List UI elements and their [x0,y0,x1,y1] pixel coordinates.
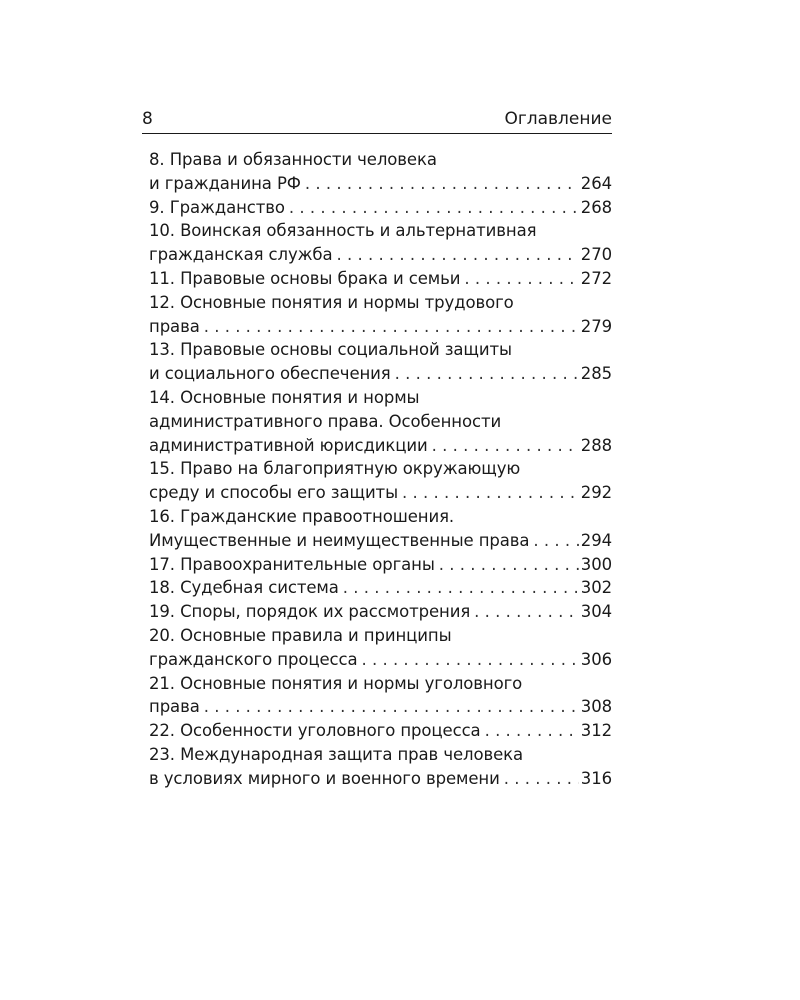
toc-entry [149,505,612,553]
toc-page-number: 302 [580,578,612,598]
toc-entry-last-line [149,529,612,553]
toc-entry-title: Имущественные и неимущественные права [149,530,530,550]
toc-entry-last-line [149,315,612,339]
toc-entry-last-line [149,553,612,577]
dot-leader [533,529,578,553]
toc-entry [149,743,612,791]
toc-entry-last-line [149,600,612,624]
toc-entry-title: права [149,316,200,336]
toc-entry-title: среду и способы его защиты [149,483,399,503]
toc-entry-title: 11. Правовые основы брака и семьи [149,268,461,288]
toc-entry-title-line: административного права. Особенности [149,411,502,431]
dot-leader [395,362,579,386]
toc-entry-last-line [149,172,612,196]
dot-leader [204,695,579,719]
toc-page-number: 312 [580,721,612,741]
dot-leader [504,767,579,791]
toc-entry-title: в условиях мирного и военного времени [149,768,500,788]
toc-page-number: 294 [580,530,612,550]
toc-entry-last-line [149,648,612,672]
toc-entry-title: гражданского процесса [149,649,358,669]
toc-page-number: 308 [580,697,612,717]
dot-leader [439,553,579,577]
toc-entry-title: 22. Особенности уголовного процесса [149,721,481,741]
toc-entry-title: 9. Гражданство [149,197,285,217]
toc-entry-title-line: 21. Основные понятия и нормы уголовного [149,673,523,693]
toc-entry-title: права [149,697,200,717]
toc-entry-title-line: 16. Гражданские правоотношения. [149,506,455,526]
toc-entry [149,672,612,720]
dot-leader [432,434,579,458]
book-page [142,108,612,791]
toc-entry [149,576,612,600]
toc-entry-title: и гражданина РФ [149,173,301,193]
dot-leader [402,481,579,505]
dot-leader [485,719,579,743]
dot-leader [464,267,578,291]
toc-page-number: 264 [580,173,612,193]
dot-leader [289,196,579,220]
toc-entry [149,457,612,505]
table-of-contents [142,148,612,791]
running-header [142,108,612,134]
toc-entry-last-line [149,243,612,267]
toc-page-number: 285 [580,364,612,384]
toc-entry [149,386,612,457]
toc-entry-last-line [149,481,612,505]
toc-entry-title: и социального обеспечения [149,364,391,384]
toc-entry-title-line: 8. Права и обязанности человека [149,150,437,169]
toc-entry-last-line [149,196,612,220]
toc-entry-title-line: 23. Международная защита прав человека [149,744,524,764]
toc-entry [149,624,612,672]
toc-entry-title-line: 14. Основные понятия и нормы [149,387,420,407]
toc-page-number: 300 [580,554,612,574]
dot-leader [204,315,579,339]
toc-entry-title-line: 10. Воинская обязанность и альтернативная [149,221,537,241]
dot-leader [361,648,578,672]
toc-entry-last-line [149,695,612,719]
toc-entry-title: 18. Судебная система [149,578,339,598]
toc-entry-title-line: 20. Основные правила и принципы [149,625,452,645]
toc-page-number: 279 [580,316,612,336]
toc-entry-title: гражданская служба [149,245,333,265]
toc-entry-title-line: 13. Правовые основы социальной защиты [149,340,512,360]
toc-entry [149,553,612,577]
toc-page-number: 292 [580,483,612,503]
toc-entry-last-line [149,434,612,458]
running-title: Оглавление [504,109,612,129]
dot-leader [474,600,579,624]
toc-entry-title-line: 12. Основные понятия и нормы трудового [149,292,514,312]
toc-page-number: 272 [580,268,612,288]
toc-entry-last-line [149,267,612,291]
toc-entry-last-line [149,576,612,600]
toc-entry-title: административной юрисдикции [149,435,428,455]
toc-entry [149,148,612,196]
toc-entry [149,219,612,267]
toc-entry-last-line [149,719,612,743]
toc-page-number: 316 [580,768,612,788]
dot-leader [336,243,578,267]
toc-entry-last-line [149,767,612,791]
page-number: 8 [142,109,153,129]
toc-entry [149,291,612,339]
toc-page-number: 306 [580,649,612,669]
toc-page-number: 270 [580,245,612,265]
toc-entry [149,719,612,743]
dot-leader [343,576,579,600]
toc-page-number: 288 [580,435,612,455]
toc-entry [149,600,612,624]
toc-entry-last-line [149,362,612,386]
dot-leader [305,172,579,196]
toc-entry-title: 17. Правоохранительные органы [149,554,435,574]
toc-entry [149,267,612,291]
toc-page-number: 268 [580,197,612,217]
toc-entry [149,338,612,386]
toc-page-number: 304 [580,602,612,622]
toc-entry-title-line: 15. Право на благоприятную окружающую [149,459,521,479]
toc-entry [149,196,612,220]
toc-entry-title: 19. Споры, порядок их рассмотрения [149,602,471,622]
